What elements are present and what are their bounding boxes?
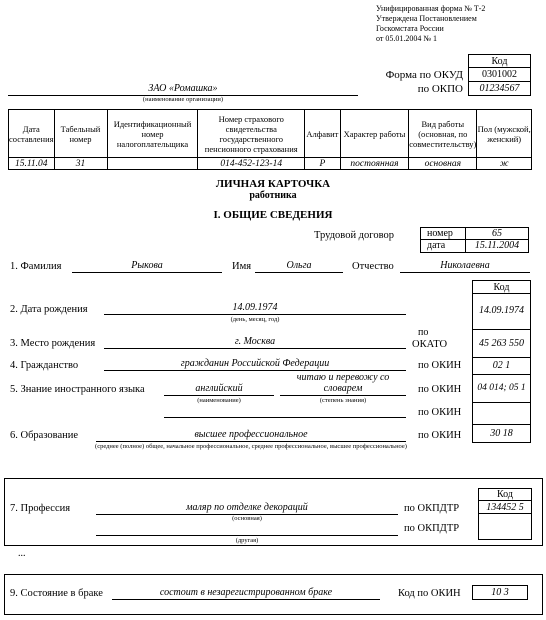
table-header-cell: Пол (мужской, женский) [477, 110, 532, 158]
table-header-cell: Номер страхового свидетельства государственного пенсионного страхования [198, 110, 305, 158]
education-caption: (среднее (полное) общее, начальное профессиональное, среднее профессиональное, высшее профессиональное) [95, 443, 407, 450]
birthplace-label: 3. Место рождения [10, 338, 96, 349]
table-header-cell: Дата составления [9, 110, 55, 158]
contract-date-label: дата [420, 240, 466, 253]
citizenship-code-cell: 02 1 [472, 357, 531, 375]
okpo-code-cell: 01234567 [468, 82, 531, 96]
language-level-line1: читаю и перевожу со [296, 372, 390, 383]
language-label: 5. Знание иностранного языка [10, 384, 145, 395]
form-header-line: Утверждена Постановлением [376, 14, 477, 23]
code-header-cell: Код [472, 280, 531, 294]
table-cell: ж [477, 158, 532, 170]
organization-caption: (наименование организации) [142, 96, 224, 103]
citizenship-value: гражданин Российской Федерации [104, 358, 406, 371]
personnel-table [8, 109, 532, 170]
table-cell: постоянная [340, 158, 408, 170]
table-header-cell: Идентификационный номер налогоплательщика [107, 110, 198, 158]
profession-other-caption: (другая) [235, 537, 259, 544]
okud-code-cell: 0301002 [468, 68, 531, 82]
form-header [376, 4, 485, 44]
education-value: высшее профессиональное [96, 429, 406, 442]
patronymic-value: Николаевна [400, 260, 530, 273]
table-cell: основная [409, 158, 477, 170]
marital-value: состоит в незарегистрированном браке [112, 587, 380, 600]
marital-code-cell: 10 3 [472, 585, 528, 600]
name-value: Ольга [255, 260, 343, 273]
organization-name: ЗАО «Ромашка» [8, 82, 358, 96]
language-level-caption: (степень знания) [319, 397, 367, 404]
profession-other-line [96, 535, 398, 536]
contract-number-label: номер [420, 227, 466, 240]
citizenship-label: 4. Гражданство [10, 360, 79, 371]
profession-value: маляр по отделке декораций [96, 502, 398, 515]
table-row [9, 158, 532, 170]
language-level-line2: словарем [280, 383, 406, 396]
profession-classifier-2: по ОКПДТР [404, 523, 460, 534]
language2-code-cell [472, 402, 531, 425]
surname-label: 1. Фамилия [10, 261, 62, 272]
birthplace-code-cell: 45 263 550 [472, 329, 531, 358]
omitted-sections: ... [18, 548, 26, 559]
patronymic-label: Отчество [352, 261, 394, 272]
name-label: Имя [232, 261, 252, 272]
table-cell: 31 [54, 158, 107, 170]
profession-main-caption: (основная) [232, 515, 262, 522]
form-header-line: Унифицированная форма № Т-2 [376, 4, 486, 13]
language-classifier: по ОКИН [418, 384, 462, 395]
language-classifier-2: по ОКИН [418, 407, 462, 418]
form-header-line: Госкомстата России [376, 24, 444, 33]
table-header-cell: Табельный номер [54, 110, 107, 158]
profession-label: 7. Профессия [10, 503, 71, 514]
language-extra-line [164, 417, 406, 418]
okpo-label: по ОКПО [417, 83, 463, 95]
table-header-cell: Характер работы [340, 110, 408, 158]
contract-label: Трудовой договор [314, 230, 394, 241]
education-label: 6. Образование [10, 430, 79, 441]
section-title: I. ОБЩИЕ СВЕДЕНИЯ [213, 209, 333, 221]
table-header-cell: Вид работы (основная, по совместительству) [409, 110, 477, 158]
card-title: ЛИЧНАЯ КАРТОЧКА [215, 178, 331, 190]
contract-number-value: 65 [466, 227, 529, 240]
table-cell: Р [305, 158, 341, 170]
table-header-cell: Алфавит [305, 110, 341, 158]
surname-value: Рыкова [72, 260, 222, 273]
education-code-cell: 30 18 [472, 424, 531, 443]
card-subtitle: работника [249, 190, 297, 201]
table-header-row [9, 110, 532, 158]
birth-code-cell: 14.09.1974 [472, 293, 531, 330]
birth-label: 2. Дата рождения [10, 304, 88, 315]
code-header-cell: Код [468, 54, 531, 68]
profession-code2-cell [478, 513, 532, 540]
language-name-caption: (наименование) [197, 397, 241, 404]
birth-value: 14.09.1974 [104, 302, 406, 315]
language-value: английский [164, 383, 274, 396]
birth-caption: (день, месяц, год) [230, 316, 280, 323]
birthplace-classifier-prefix: по [418, 327, 429, 338]
marital-label: 9. Состояние в браке [10, 588, 103, 599]
profession-classifier: по ОКПДТР [404, 503, 460, 514]
birthplace-value: г. Москва [104, 336, 406, 349]
form-header-line: от 05.01.2004 № 1 [376, 34, 438, 43]
marital-classifier: Код по ОКИН [398, 588, 461, 599]
language-code-cell: 04 014; 05 1 [472, 374, 531, 403]
table-cell [107, 158, 198, 170]
table-cell: 014-452-123-14 [198, 158, 305, 170]
table-cell: 15.11.04 [9, 158, 55, 170]
profession-code-header: Код [478, 488, 532, 501]
profession-code-cell: 134452 5 [478, 500, 532, 514]
okud-label: Форма по ОКУД [385, 69, 463, 81]
contract-date-value: 15.11.2004 [466, 240, 529, 253]
birthplace-classifier: ОКАТО [412, 339, 448, 350]
citizenship-classifier: по ОКИН [418, 360, 462, 371]
education-classifier: по ОКИН [418, 430, 462, 441]
